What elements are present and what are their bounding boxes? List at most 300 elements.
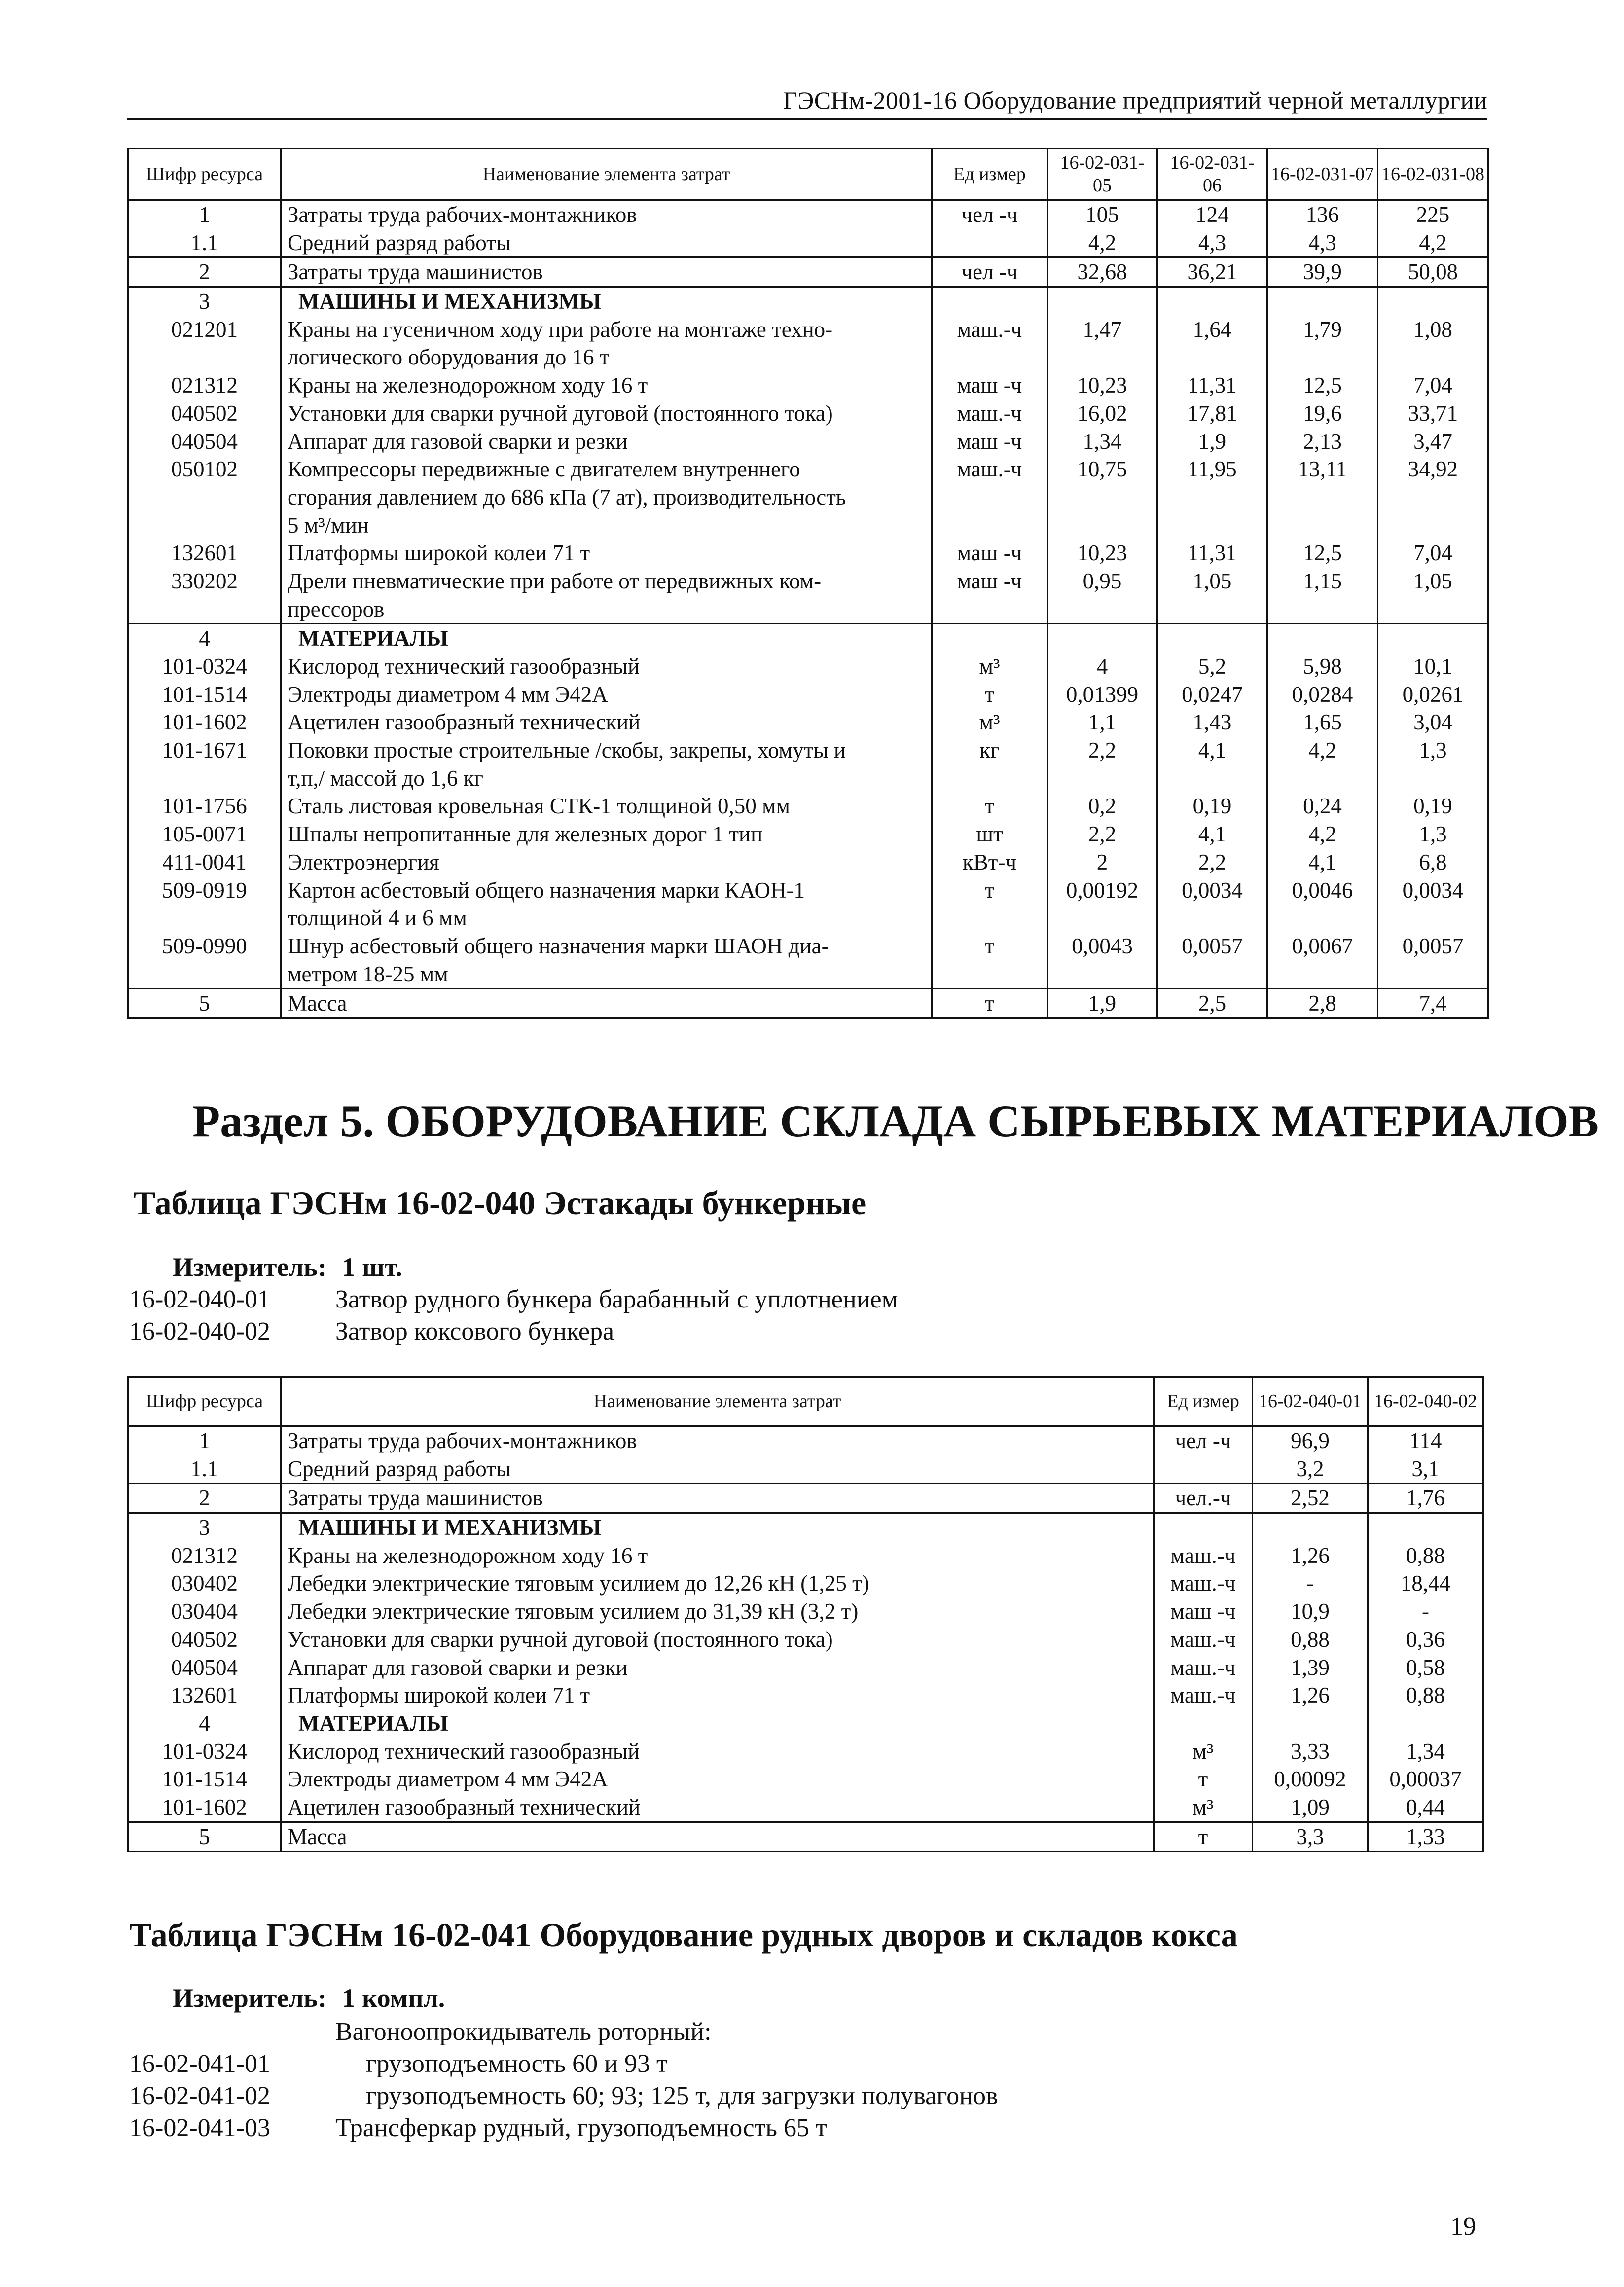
resource-value: 1,76 (1368, 1484, 1483, 1513)
table-row (128, 399, 1488, 428)
table-row (128, 1793, 1483, 1822)
resource-code: 411-0041 (128, 848, 281, 876)
resource-value: 10,23 (1047, 371, 1157, 399)
resource-name-line: Краны на гусеничном ходу при работе на монтаже техно- (288, 317, 833, 342)
resource-unit: чел.-ч (1154, 1484, 1253, 1513)
resource-unit: чел -ч (1154, 1426, 1253, 1455)
resource-name-line: Ацетилен газообразный технический (288, 710, 641, 735)
resource-name: Лебедки электрические тяговым усилием до 31,39 кН (3,2 т) (281, 1597, 1154, 1626)
resource-code: 030404 (128, 1597, 281, 1626)
table-row (128, 1513, 1483, 1542)
resource-code: 1 (128, 200, 281, 229)
resource-value: 4,2 (1267, 820, 1378, 848)
page-number: 19 (1450, 2213, 1476, 2241)
resource-name-line: Установки для сварки ручной дуговой (постоянного тока) (288, 400, 833, 426)
work-item-code: 16-02-040-02 (129, 1317, 270, 1345)
resource-name: Лебедки электрические тяговым усилием до 12,26 кН (1,25 т) (281, 1569, 1154, 1597)
resource-code: 021312 (128, 1542, 281, 1570)
resource-value: 2,13 (1267, 428, 1378, 456)
resource-value: 4,2 (1267, 736, 1378, 792)
resource-value: 13,11 (1267, 455, 1378, 539)
resource-code: 132601 (128, 539, 281, 567)
resource-value: 4,1 (1157, 736, 1267, 792)
resource-name (281, 567, 932, 624)
col-header-040-01: 16-02-040-01 (1253, 1377, 1368, 1426)
measure-line-041 (173, 1983, 445, 2013)
resource-value: 0,0067 (1267, 932, 1378, 989)
col-header-name: Наименование элемента затрат (281, 149, 932, 200)
table-row (128, 200, 1488, 229)
resource-value: 0,0057 (1378, 932, 1488, 989)
resource-code: 1 (128, 1426, 281, 1455)
resource-value: 0,00192 (1047, 876, 1157, 932)
resource-value: 1,9 (1157, 428, 1267, 456)
resource-unit: чел -ч (932, 200, 1047, 229)
work-item-text: грузоподъемность 60; 93; 125 т, для загрузки полувагонов (366, 2082, 998, 2110)
resource-name-line: Дрели пневматические при работе от передвижных ком- (288, 568, 822, 593)
resource-name-line: сгорания давлением до 686 кПа (7 ат), производительность (288, 484, 846, 509)
resource-value: 0,95 (1047, 567, 1157, 624)
resource-name-line: Средний разряд работы (288, 230, 511, 255)
resource-name-line: Картон асбестовый общего назначения марки КАОН-1 (288, 877, 805, 903)
resource-value: 3,33 (1253, 1738, 1368, 1766)
resource-value (1253, 1709, 1368, 1738)
table-row (128, 1709, 1483, 1738)
resource-code: 101-1602 (128, 708, 281, 736)
resource-unit: маш.-ч (1154, 1681, 1253, 1709)
resource-value: 0,01399 (1047, 681, 1157, 709)
section-title: Раздел 5. ОБОРУДОВАНИЕ СКЛАДА СЫРЬЕВЫХ МАТЕРИАЛОВ (192, 1096, 1599, 1146)
resource-code: 4 (128, 1709, 281, 1738)
resource-value: 4,2 (1047, 229, 1157, 257)
resource-value: 0,19 (1378, 792, 1488, 820)
resource-name-line: прессоров (288, 596, 385, 621)
running-header-title: ГЭСНм-2001-16 Оборудование предприятий черной металлургии (783, 86, 1487, 114)
resource-table-031 (127, 148, 1489, 1019)
resource-value: 18,44 (1368, 1569, 1483, 1597)
table-row (128, 371, 1488, 399)
resource-name (281, 736, 932, 792)
resource-unit: кВт-ч (932, 848, 1047, 876)
resource-name (281, 681, 932, 709)
resource-unit (1154, 1513, 1253, 1542)
resource-value: 0,0043 (1047, 932, 1157, 989)
resource-unit: маш.-ч (932, 455, 1047, 539)
resource-value: 4,1 (1267, 848, 1378, 876)
resource-value: 0,58 (1368, 1654, 1483, 1682)
resource-value: 11,31 (1157, 371, 1267, 399)
resource-value (1368, 1513, 1483, 1542)
resource-unit: кг (932, 736, 1047, 792)
resource-name: Электроды диаметром 4 мм Э42А (281, 1765, 1154, 1793)
resource-name: Платформы широкой колеи 71 т (281, 1681, 1154, 1709)
table-row (128, 1822, 1483, 1851)
resource-name: Ацетилен газообразный технический (281, 1793, 1154, 1822)
col-header-code: Шифр ресурса (128, 149, 281, 200)
resource-code: 101-1514 (128, 681, 281, 709)
resource-code: 040502 (128, 399, 281, 428)
resource-name-line: Кислород технический газообразный (288, 654, 640, 679)
resource-name-line: Компрессоры передвижные с двигателем внутреннего (288, 457, 800, 482)
resource-name: Кислород технический газообразный (281, 1738, 1154, 1766)
resource-value: 50,08 (1378, 257, 1488, 287)
resource-code: 101-1671 (128, 736, 281, 792)
resource-value: 0,2 (1047, 792, 1157, 820)
resource-value: 3,1 (1368, 1455, 1483, 1484)
resource-unit: т (1154, 1765, 1253, 1793)
resource-code: 021312 (128, 371, 281, 399)
resource-code: 101-0324 (128, 1738, 281, 1766)
resource-code: 2 (128, 257, 281, 287)
resource-value: 11,95 (1157, 455, 1267, 539)
table-row (128, 1681, 1483, 1709)
resource-name: МАТЕРИАЛЫ (281, 1709, 1154, 1738)
resource-value: 2,8 (1267, 989, 1378, 1018)
resource-unit (1154, 1455, 1253, 1484)
resource-name (281, 455, 932, 539)
resource-name-line: Платформы широкой колеи 71 т (288, 541, 590, 566)
resource-value: 0,0284 (1267, 681, 1378, 709)
table-row (128, 876, 1488, 932)
table-row (128, 229, 1488, 257)
resource-value: 0,00037 (1368, 1765, 1483, 1793)
table-row (128, 1597, 1483, 1626)
resource-name-line: МАШИНЫ И МЕХАНИЗМЫ (298, 289, 601, 314)
resource-value: 2,2 (1157, 848, 1267, 876)
resource-name: Средний разряд работы (281, 1455, 1154, 1484)
resource-code: 509-0919 (128, 876, 281, 932)
table-row (128, 1455, 1483, 1484)
resource-value: 0,88 (1368, 1542, 1483, 1570)
resource-value (1047, 287, 1157, 316)
resource-name-line: МАТЕРИАЛЫ (298, 626, 448, 651)
work-item-text: Затвор рудного бункера барабанный с уплотнением (335, 1285, 898, 1313)
resource-value: 4,3 (1267, 229, 1378, 257)
resource-value: 1,3 (1378, 736, 1488, 792)
table-row (128, 1484, 1483, 1513)
col-header-unit: Ед измер (932, 149, 1047, 200)
resource-value: 7,04 (1378, 371, 1488, 399)
resource-value: 12,5 (1267, 539, 1378, 567)
resource-name: МАШИНЫ И МЕХАНИЗМЫ (281, 1513, 1154, 1542)
resource-unit: маш.-ч (932, 316, 1047, 371)
work-item-code: 16-02-041-01 (129, 2050, 270, 2078)
resource-name (281, 371, 932, 399)
col-header-031-05: 16-02-031-05 (1047, 149, 1157, 200)
measure-value: 1 шт. (342, 1252, 402, 1282)
resource-value: 124 (1157, 200, 1267, 229)
table-title-040: Таблица ГЭСНм 16-02-040 Эстакады бункерные (133, 1184, 866, 1222)
resource-unit: м³ (932, 653, 1047, 681)
resource-value: 0,0034 (1157, 876, 1267, 932)
table-row (128, 653, 1488, 681)
resource-name (281, 932, 932, 989)
resource-value: 1,9 (1047, 989, 1157, 1018)
resource-code: 5 (128, 1822, 281, 1851)
resource-name: Масса (281, 1822, 1154, 1851)
table-row (128, 1738, 1483, 1766)
resource-name (281, 989, 932, 1018)
resource-unit: маш -ч (932, 371, 1047, 399)
resource-value: 33,71 (1378, 399, 1488, 428)
resource-code: 3 (128, 287, 281, 316)
resource-value: 11,31 (1157, 539, 1267, 567)
resource-name-line: Электроэнергия (288, 849, 439, 874)
resource-code: 509-0990 (128, 932, 281, 989)
resource-value (1378, 624, 1488, 653)
table-row (128, 820, 1488, 848)
table-row (128, 287, 1488, 316)
resource-value (1253, 1513, 1368, 1542)
resource-value: 7,4 (1378, 989, 1488, 1018)
resource-unit: маш -ч (932, 567, 1047, 624)
measure-label: Измеритель: (173, 1252, 327, 1282)
table-row (128, 1426, 1483, 1455)
resource-name-line: Шпалы непропитанные для железных дорог 1 тип (288, 822, 763, 847)
resource-name (281, 539, 932, 567)
table-title-041: Таблица ГЭСНм 16-02-041 Оборудование рудных дворов и складов кокса (129, 1916, 1238, 1954)
resource-unit: м³ (1154, 1738, 1253, 1766)
resource-unit: м³ (932, 708, 1047, 736)
resource-code: 050102 (128, 455, 281, 539)
resource-value: 114 (1368, 1426, 1483, 1455)
resource-name (281, 287, 932, 316)
resource-value (1157, 287, 1267, 316)
resource-code: 1.1 (128, 229, 281, 257)
resource-value: 19,6 (1267, 399, 1378, 428)
resource-code: 3 (128, 1513, 281, 1542)
table-row (128, 1626, 1483, 1654)
resource-value: 1,33 (1368, 1822, 1483, 1851)
resource-value: 0,0046 (1267, 876, 1378, 932)
resource-value: 1,26 (1253, 1681, 1368, 1709)
resource-code: 4 (128, 624, 281, 653)
resource-value: 2 (1047, 848, 1157, 876)
resource-value: 0,88 (1368, 1681, 1483, 1709)
table-row (128, 736, 1488, 792)
resource-value: 1,3 (1378, 820, 1488, 848)
resource-value: 10,9 (1253, 1597, 1368, 1626)
resource-value: 10,1 (1378, 653, 1488, 681)
resource-value: 5,98 (1267, 653, 1378, 681)
resource-unit (932, 624, 1047, 653)
resource-code: 040504 (128, 428, 281, 456)
resource-value: 1,15 (1267, 567, 1378, 624)
resource-name-line: Сталь листовая кровельная СТК-1 толщиной 0,50 мм (288, 794, 790, 819)
resource-name-line: 5 м³/мин (288, 512, 369, 538)
resource-value: 39,9 (1267, 257, 1378, 287)
resource-value: 12,5 (1267, 371, 1378, 399)
resource-value: 1,05 (1157, 567, 1267, 624)
resource-name (281, 848, 932, 876)
resource-value: 3,3 (1253, 1822, 1368, 1851)
resource-name (281, 399, 932, 428)
resource-value: 1,65 (1267, 708, 1378, 736)
table-row (128, 539, 1488, 567)
table-row (128, 455, 1488, 539)
table-row (128, 1569, 1483, 1597)
resource-unit: шт (932, 820, 1047, 848)
resource-value (1047, 624, 1157, 653)
resource-name-line: Аппарат для газовой сварки и резки (288, 429, 628, 454)
resource-value: 1,34 (1047, 428, 1157, 456)
resource-value: 1,05 (1378, 567, 1488, 624)
resource-code: 2 (128, 1484, 281, 1513)
resource-value: 0,0034 (1378, 876, 1488, 932)
resource-code: 101-0324 (128, 653, 281, 681)
resource-name (281, 200, 932, 229)
table-row (128, 624, 1488, 653)
table-row (128, 1654, 1483, 1682)
resource-value: 36,21 (1157, 257, 1267, 287)
resource-unit (1154, 1709, 1253, 1738)
resource-unit: т (932, 681, 1047, 709)
col-header-040-02: 16-02-040-02 (1368, 1377, 1483, 1426)
resource-value: 3,2 (1253, 1455, 1368, 1484)
resource-code: 030402 (128, 1569, 281, 1597)
resource-value: 5,2 (1157, 653, 1267, 681)
resource-unit: маш.-ч (932, 399, 1047, 428)
resource-value: 0,24 (1267, 792, 1378, 820)
resource-value: 1,26 (1253, 1542, 1368, 1570)
table-row (128, 932, 1488, 989)
resource-unit: маш -ч (1154, 1597, 1253, 1626)
resource-name: Установки для сварки ручной дуговой (постоянного тока) (281, 1626, 1154, 1654)
resource-name: Краны на железнодорожном ходу 16 т (281, 1542, 1154, 1570)
resource-name (281, 876, 932, 932)
resource-value: 1,09 (1253, 1793, 1368, 1822)
table-row (128, 316, 1488, 371)
resource-value: 17,81 (1157, 399, 1267, 428)
resource-name-line: Затраты труда машинистов (288, 259, 543, 285)
table-row (128, 989, 1488, 1018)
resource-value: 225 (1378, 200, 1488, 229)
resource-unit: т (1154, 1822, 1253, 1851)
resource-name (281, 316, 932, 371)
resource-code: 105-0071 (128, 820, 281, 848)
resource-value (1157, 624, 1267, 653)
table-row (128, 708, 1488, 736)
resource-value: 16,02 (1047, 399, 1157, 428)
resource-unit: маш.-ч (1154, 1654, 1253, 1682)
resource-code: 330202 (128, 567, 281, 624)
resource-value: 1,79 (1267, 316, 1378, 371)
resource-value: 0,19 (1157, 792, 1267, 820)
resource-code: 132601 (128, 1681, 281, 1709)
resource-name-line: Краны на железнодорожном ходу 16 т (288, 373, 648, 398)
resource-unit: чел -ч (932, 257, 1047, 287)
resource-name-line: Масса (288, 991, 347, 1016)
resource-value: 3,04 (1378, 708, 1488, 736)
resource-name (281, 653, 932, 681)
resource-name: Затраты труда машинистов (281, 1484, 1154, 1513)
resource-value: 1,43 (1157, 708, 1267, 736)
resource-value: 10,75 (1047, 455, 1157, 539)
measure-label: Измеритель: (173, 1983, 327, 2013)
resource-unit: т (932, 792, 1047, 820)
resource-value: 4,1 (1157, 820, 1267, 848)
resource-name (281, 708, 932, 736)
work-item-text: грузоподъемность 60 и 93 т (366, 2050, 668, 2078)
table-row (128, 792, 1488, 820)
resource-value (1267, 287, 1378, 316)
resource-name-line: метром 18-25 мм (288, 961, 448, 986)
resource-code: 021201 (128, 316, 281, 371)
resource-value: 4 (1047, 653, 1157, 681)
resource-code: 040504 (128, 1654, 281, 1682)
resource-code: 040502 (128, 1626, 281, 1654)
resource-name: Затраты труда рабочих-монтажников (281, 1426, 1154, 1455)
resource-unit: маш -ч (932, 539, 1047, 567)
resource-name-line: толщиной 4 и 6 мм (288, 906, 467, 931)
resource-unit: т (932, 876, 1047, 932)
resource-name-line: Затраты труда рабочих-монтажников (288, 202, 637, 227)
resource-value: 7,04 (1378, 539, 1488, 567)
resource-value: 0,36 (1368, 1626, 1483, 1654)
resource-value: 2,52 (1253, 1484, 1368, 1513)
table-row (128, 257, 1488, 287)
resource-unit: т (932, 932, 1047, 989)
resource-value: 0,00092 (1253, 1765, 1368, 1793)
resource-value: 105 (1047, 200, 1157, 229)
resource-value: - (1368, 1597, 1483, 1626)
table-row (128, 1765, 1483, 1793)
col-header-unit: Ед измер (1154, 1377, 1253, 1426)
resource-unit (932, 229, 1047, 257)
resource-code: 1.1 (128, 1455, 281, 1484)
resource-value: 2,2 (1047, 820, 1157, 848)
table-row (128, 681, 1488, 709)
group-label: Вагоноопрокидыватель роторный: (335, 2018, 712, 2046)
resource-value: 4,2 (1378, 229, 1488, 257)
resource-name (281, 428, 932, 456)
resource-name-line: т,п,/ массой до 1,6 кг (288, 765, 484, 791)
table-row (128, 848, 1488, 876)
resource-unit: маш.-ч (1154, 1569, 1253, 1597)
resource-value: 1,34 (1368, 1738, 1483, 1766)
work-item-code: 16-02-040-01 (129, 1285, 270, 1313)
resource-name (281, 624, 932, 653)
table-row (128, 428, 1488, 456)
resource-code: 101-1756 (128, 792, 281, 820)
measure-line-040 (173, 1252, 402, 1282)
resource-code: 5 (128, 989, 281, 1018)
resource-code: 101-1514 (128, 1765, 281, 1793)
resource-value: 0,0247 (1157, 681, 1267, 709)
resource-value: 10,23 (1047, 539, 1157, 567)
resource-unit: маш -ч (932, 428, 1047, 456)
resource-value (1378, 287, 1488, 316)
resource-name: Аппарат для газовой сварки и резки (281, 1654, 1154, 1682)
measure-value: 1 компл. (342, 1983, 445, 2013)
table-row (128, 567, 1488, 624)
running-header (127, 83, 1487, 120)
resource-value: 6,8 (1378, 848, 1488, 876)
resource-value: 1,64 (1157, 316, 1267, 371)
resource-name (281, 229, 932, 257)
resource-table-040 (127, 1376, 1484, 1852)
resource-value: 2,2 (1047, 736, 1157, 792)
resource-unit (932, 287, 1047, 316)
resource-value: 1,47 (1047, 316, 1157, 371)
table-row (128, 1542, 1483, 1570)
resource-name-line: Шнур асбестовый общего назначения марки ШАОН диа- (288, 933, 829, 958)
resource-value: - (1253, 1569, 1368, 1597)
resource-name-line: Поковки простые строительные /скобы, закрепы, хомуты и (288, 738, 846, 763)
resource-value: 3,47 (1378, 428, 1488, 456)
resource-value: 136 (1267, 200, 1378, 229)
col-header-code: Шифр ресурса (128, 1377, 281, 1426)
